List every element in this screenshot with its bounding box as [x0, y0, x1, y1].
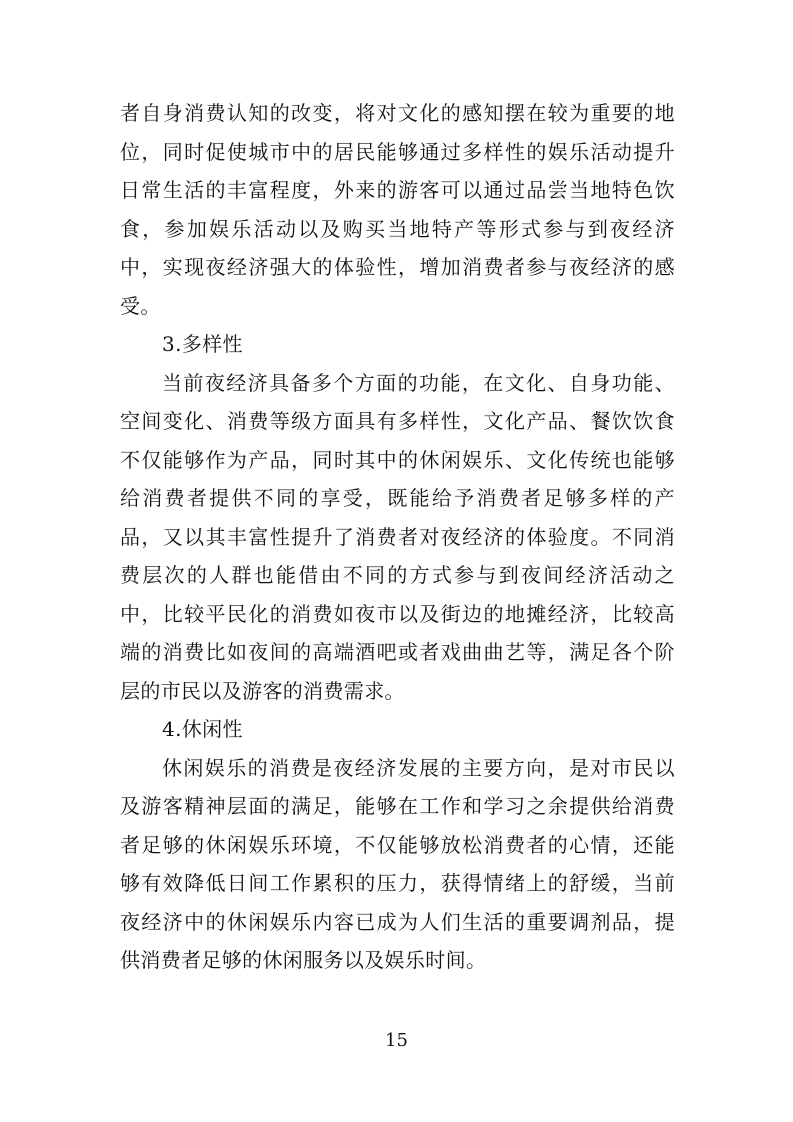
paragraph-line-8: 当前夜经济具备多个方面的功能，在文化、自身功能、 [162, 370, 675, 395]
paragraph-line-2: 位，同时促使城市中的居民能够通过多样性的娱乐活动提升 [120, 139, 675, 164]
paragraph-line-19: 及游客精神层面的满足，能够在工作和学习之余提供给消费 [120, 794, 675, 818]
paragraph-line-10: 不仅能够作为产品，同时其中的休闲娱乐、文化传统也能够 [120, 447, 675, 472]
body-text [120, 94, 675, 980]
section-heading-leisure: 4.休闲性 [162, 717, 243, 741]
paragraph-line-16: 层的市民以及游客的消费需求。 [120, 678, 405, 703]
paragraph-line-21: 够有效降低日间工作累积的压力，获得情绪上的舒缓，当前 [120, 871, 675, 895]
paragraph-line-18: 休闲娱乐的消费是夜经济发展的主要方向，是对市民以 [162, 755, 675, 780]
paragraph-line-20: 者足够的休闲娱乐环境，不仅能够放松消费者的心情，还能 [120, 832, 675, 857]
page-number: 15 [385, 1030, 408, 1051]
paragraph-line-9: 空间变化、消费等级方面具有多样性，文化产品、餐饮饮食 [120, 409, 675, 433]
paragraph-line-5: 中，实现夜经济强大的体验性，增加消费者参与夜经济的感 [120, 255, 675, 279]
paragraph-line-22: 夜经济中的休闲娱乐内容已成为人们生活的重要调剂品，提 [120, 909, 675, 934]
paragraph-line-1: 者自身消费认知的改变，将对文化的感知摆在较为重要的地 [120, 101, 675, 125]
paragraph-line-4: 食，参加娱乐活动以及购买当地特产等形式参与到夜经济 [120, 216, 675, 241]
paragraph-line-15: 端的消费比如夜间的高端酒吧或者戏曲曲艺等，满足各个阶 [120, 640, 675, 664]
paragraph-line-23: 供消费者足够的休闲服务以及娱乐时间。 [120, 948, 487, 972]
paragraph-line-12: 品，又以其丰富性提升了消费者对夜经济的体验度。不同消 [120, 524, 675, 549]
paragraph-line-6: 受。 [120, 293, 161, 318]
paragraph-line-3: 日常生活的丰富程度，外来的游客可以通过品尝当地特色饮 [120, 178, 675, 202]
section-heading-diversity: 3.多样性 [162, 332, 243, 356]
paragraph-line-13: 费层次的人群也能借由不同的方式参与到夜间经济活动之 [120, 563, 675, 587]
paragraph-line-11: 给消费者提供不同的享受，既能给予消费者足够多样的产 [120, 486, 675, 510]
paragraph-line-14: 中，比较平民化的消费如夜市以及街边的地摊经济，比较高 [120, 601, 675, 626]
